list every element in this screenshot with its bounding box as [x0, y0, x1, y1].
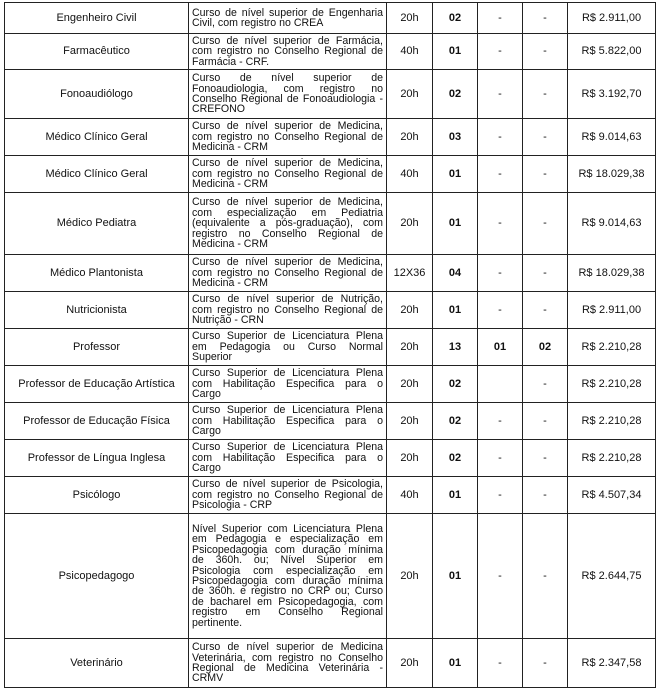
- col5-cell: 01: [478, 329, 523, 366]
- table-row: [5, 639, 656, 688]
- salario-cell: R$ 2.347,58: [568, 639, 656, 688]
- col5-cell: -: [478, 34, 523, 70]
- carga-horaria-cell: 20h: [387, 329, 433, 366]
- col6-cell: -: [523, 477, 568, 514]
- col5-cell: -: [478, 193, 523, 255]
- table-row: [5, 514, 656, 639]
- requisito-cell: Curso Superior de Licenciatura Plena com Habilitação Especifica para o Cargo: [189, 440, 387, 477]
- requisito-cell: Curso de nível superior de Medicina, com especialização em Pediatria (equivalente a pós-graduação), com registro no Conselho Regional de Medicina - CRM: [189, 193, 387, 255]
- positions-table-body: [5, 3, 656, 688]
- col6-cell: -: [523, 3, 568, 34]
- table-row: [5, 255, 656, 292]
- salario-cell: R$ 3.192,70: [568, 70, 656, 119]
- requisito-cell: Curso de nível superior de Engenharia Civil, com registro no CREA: [189, 3, 387, 34]
- col6-cell: -: [523, 70, 568, 119]
- carga-horaria-cell: 20h: [387, 440, 433, 477]
- salario-cell: R$ 9.014,63: [568, 193, 656, 255]
- carga-horaria-cell: 40h: [387, 477, 433, 514]
- cargo-cell: Fonoaudiólogo: [5, 70, 189, 119]
- vagas-cell: 13: [433, 329, 478, 366]
- vagas-cell: 01: [433, 34, 478, 70]
- col6-cell: -: [523, 639, 568, 688]
- salario-cell: R$ 5.822,00: [568, 34, 656, 70]
- col6-cell: -: [523, 366, 568, 403]
- vagas-cell: 02: [433, 3, 478, 34]
- vagas-cell: 01: [433, 292, 478, 329]
- requisito-cell: Curso de nível superior de Nutrição, com registro no Conselho Regional de Nutrição - CRN: [189, 292, 387, 329]
- col5-cell: -: [478, 255, 523, 292]
- vagas-cell: 03: [433, 119, 478, 156]
- table-row: [5, 70, 656, 119]
- requisito-cell: Curso de nível superior de Medicina Veterinária, com registro no Conselho Regional de Medicina Veterinária - CRMV: [189, 639, 387, 688]
- col5-cell: -: [478, 156, 523, 193]
- col6-cell: -: [523, 440, 568, 477]
- requisito-cell: Curso de nível superior de Medicina, com registro no Conselho Regional de Medicina - CRM: [189, 255, 387, 292]
- table-row: [5, 3, 656, 34]
- requisito-cell: Curso Superior de Licenciatura Plena com Habilitação Especifica para o Cargo: [189, 366, 387, 403]
- carga-horaria-cell: 20h: [387, 3, 433, 34]
- requisito-cell: Curso de nível superior de Medicina, com registro no Conselho Regional de Medicina - CRM: [189, 119, 387, 156]
- table-row: [5, 292, 656, 329]
- carga-horaria-cell: 20h: [387, 119, 433, 156]
- col5-cell: -: [478, 639, 523, 688]
- table-row: [5, 193, 656, 255]
- col6-cell: -: [523, 403, 568, 440]
- vagas-cell: 02: [433, 403, 478, 440]
- carga-horaria-cell: 12X36: [387, 255, 433, 292]
- col6-cell: -: [523, 34, 568, 70]
- col6-cell: -: [523, 514, 568, 639]
- requisito-cell: Nível Superior com Licenciatura Plena em Pedagogia e especialização em Psicopedagogia com duração mínima de 360h. ou; Nível Superior em Psicologia com especialização em Psicopedagogia com duração mínima de 360h. e registro no CRP ou; Curso de bacharel em Psicopedagogia, com registro em Conselho Regional pertinente.: [189, 514, 387, 639]
- col5-cell: -: [478, 3, 523, 34]
- cargo-cell: Professor: [5, 329, 189, 366]
- vagas-cell: 01: [433, 639, 478, 688]
- requisito-cell: Curso Superior de Licenciatura Plena em Pedagogia ou Curso Normal Superior: [189, 329, 387, 366]
- table-row: [5, 440, 656, 477]
- col6-cell: -: [523, 255, 568, 292]
- col5-cell: -: [478, 514, 523, 639]
- salario-cell: R$ 18.029,38: [568, 255, 656, 292]
- cargo-cell: Médico Plantonista: [5, 255, 189, 292]
- col5-cell: -: [478, 70, 523, 119]
- cargo-cell: Psicólogo: [5, 477, 189, 514]
- cargo-cell: Nutricionista: [5, 292, 189, 329]
- cargo-cell: Médico Pediatra: [5, 193, 189, 255]
- col6-cell: -: [523, 119, 568, 156]
- carga-horaria-cell: 40h: [387, 34, 433, 70]
- salario-cell: R$ 2.911,00: [568, 292, 656, 329]
- col6-cell: -: [523, 292, 568, 329]
- col6-cell: -: [523, 156, 568, 193]
- carga-horaria-cell: 20h: [387, 639, 433, 688]
- carga-horaria-cell: 20h: [387, 366, 433, 403]
- requisito-cell: Curso de nível superior de Medicina, com registro no Conselho Regional de Medicina - CRM: [189, 156, 387, 193]
- requisito-cell: Curso Superior de Licenciatura Plena com Habilitação Especifica para o Cargo: [189, 403, 387, 440]
- vagas-cell: 01: [433, 514, 478, 639]
- carga-horaria-cell: 40h: [387, 156, 433, 193]
- cargo-cell: Veterinário: [5, 639, 189, 688]
- salario-cell: R$ 2.210,28: [568, 403, 656, 440]
- vagas-cell: 01: [433, 156, 478, 193]
- cargo-cell: Psicopedagogo: [5, 514, 189, 639]
- vagas-cell: 02: [433, 440, 478, 477]
- carga-horaria-cell: 20h: [387, 403, 433, 440]
- vagas-cell: 02: [433, 366, 478, 403]
- vagas-cell: 02: [433, 70, 478, 119]
- cargo-cell: Professor de Língua Inglesa: [5, 440, 189, 477]
- col5-cell: -: [478, 119, 523, 156]
- cargo-cell: Professor de Educação Física: [5, 403, 189, 440]
- col5-cell: -: [478, 440, 523, 477]
- col5-cell: -: [478, 403, 523, 440]
- salario-cell: R$ 9.014,63: [568, 119, 656, 156]
- table-row: [5, 366, 656, 403]
- table-row: [5, 34, 656, 70]
- col5-cell: [478, 366, 523, 403]
- cargo-cell: Engenheiro Civil: [5, 3, 189, 34]
- salario-cell: R$ 18.029,38: [568, 156, 656, 193]
- cargo-cell: Médico Clínico Geral: [5, 119, 189, 156]
- carga-horaria-cell: 20h: [387, 70, 433, 119]
- table-row: [5, 477, 656, 514]
- cargo-cell: Médico Clínico Geral: [5, 156, 189, 193]
- vagas-cell: 01: [433, 193, 478, 255]
- salario-cell: R$ 2.644,75: [568, 514, 656, 639]
- vagas-cell: 01: [433, 477, 478, 514]
- table-row: [5, 156, 656, 193]
- table-row: [5, 119, 656, 156]
- vagas-cell: 04: [433, 255, 478, 292]
- salario-cell: R$ 2.911,00: [568, 3, 656, 34]
- table-row: [5, 329, 656, 366]
- table-row: [5, 403, 656, 440]
- salario-cell: R$ 4.507,34: [568, 477, 656, 514]
- col6-cell: -: [523, 193, 568, 255]
- requisito-cell: Curso de nível superior de Psicologia, com registro no Conselho Regional de Psicologia - CRP: [189, 477, 387, 514]
- cargo-cell: Farmacêutico: [5, 34, 189, 70]
- col5-cell: -: [478, 477, 523, 514]
- positions-table: [4, 2, 656, 688]
- requisito-cell: Curso de nível superior de Fonoaudiologia, com registro no Conselho Regional de Fonoaudiologia - CREFONO: [189, 70, 387, 119]
- carga-horaria-cell: 20h: [387, 193, 433, 255]
- salario-cell: R$ 2.210,28: [568, 329, 656, 366]
- carga-horaria-cell: 20h: [387, 292, 433, 329]
- cargo-cell: Professor de Educação Artística: [5, 366, 189, 403]
- col5-cell: -: [478, 292, 523, 329]
- carga-horaria-cell: 20h: [387, 514, 433, 639]
- salario-cell: R$ 2.210,28: [568, 440, 656, 477]
- salario-cell: R$ 2.210,28: [568, 366, 656, 403]
- requisito-cell: Curso de nível superior de Farmácia, com registro no Conselho Regional de Farmácia - CRF.: [189, 34, 387, 70]
- col6-cell: 02: [523, 329, 568, 366]
